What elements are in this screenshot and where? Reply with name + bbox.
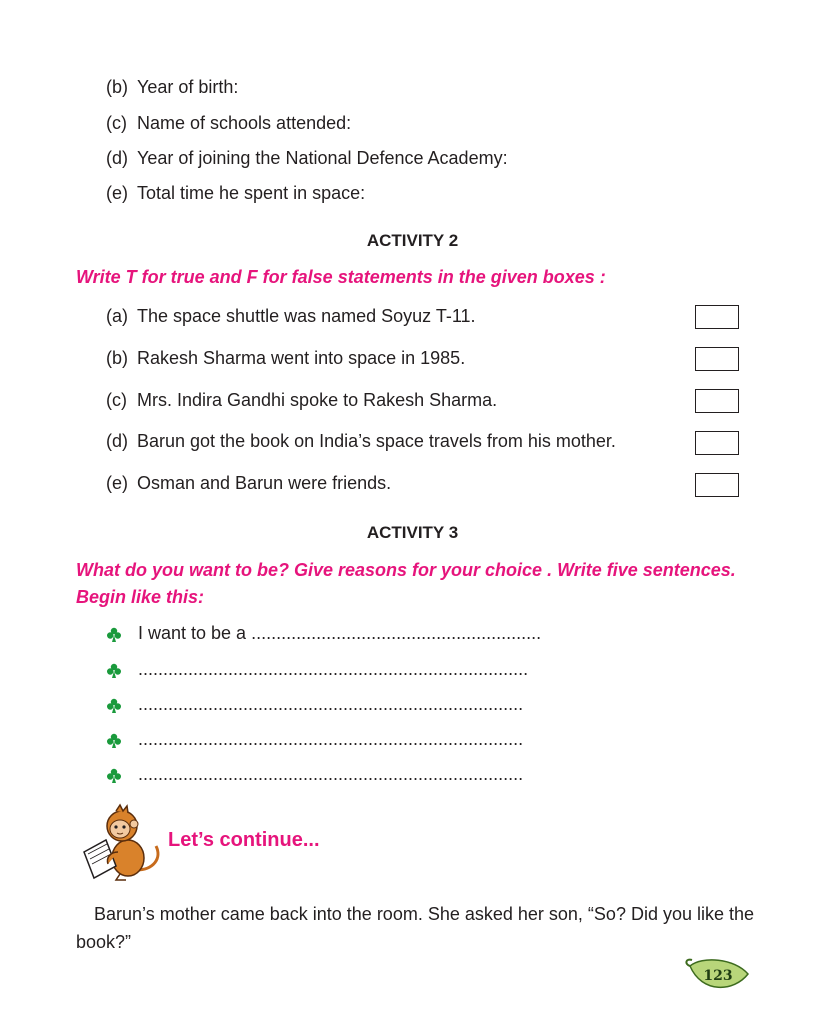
answer-box-c[interactable] — [695, 389, 739, 413]
statement-label: (e) — [106, 473, 128, 493]
club-bullet-icon — [105, 697, 123, 715]
page-number: 123 — [703, 968, 733, 984]
statement-text: The space shuttle was named Soyuz T-11. — [137, 306, 476, 326]
writing-line-4[interactable]: ............................................................................. — [138, 729, 524, 749]
statement-label: (b) — [106, 348, 128, 368]
question-item-d — [106, 147, 508, 169]
statement-text: Barun got the book on India’s space travels from his mother. — [137, 431, 616, 451]
club-bullet-icon — [105, 732, 123, 750]
club-bullet-icon — [105, 767, 123, 785]
activity-2-instruction: Write T for true and F for false statements in the given boxes : — [76, 267, 606, 287]
writing-line-3[interactable]: ............................................................................. — [138, 694, 524, 714]
writing-line-5[interactable]: ............................................................................. — [138, 764, 524, 784]
statement-label: (a) — [106, 306, 128, 326]
statement-text: Osman and Barun were friends. — [137, 473, 392, 493]
item-label: (d) — [106, 148, 128, 168]
writing-line-2[interactable]: .............................................................................. — [138, 659, 529, 679]
item-text: Total time he spent in space: — [137, 183, 366, 203]
question-item-c — [106, 112, 351, 134]
item-text: Year of birth: — [137, 77, 239, 97]
item-text: Year of joining the National Defence Academy: — [137, 148, 508, 168]
statement-e — [106, 472, 391, 494]
activity-3-instruction-line-1: What do you want to be? Give reasons for your choice . Write five sentences. — [76, 560, 736, 580]
question-item-e — [106, 182, 365, 204]
item-label: (b) — [106, 77, 128, 97]
answer-box-b[interactable] — [695, 347, 739, 371]
statement-text: Rakesh Sharma went into space in 1985. — [137, 348, 466, 368]
item-text: Name of schools attended: — [137, 113, 352, 133]
monkey-reading-icon — [76, 800, 168, 884]
statement-label: (c) — [106, 390, 127, 410]
statement-label: (d) — [106, 431, 128, 451]
club-bullet-icon — [105, 662, 123, 680]
activity-2-heading: ACTIVITY 2 — [366, 231, 459, 250]
question-item-b — [106, 76, 238, 98]
club-bullet-icon — [105, 626, 123, 644]
activity-3-heading: ACTIVITY 3 — [366, 523, 459, 542]
statement-text: Mrs. Indira Gandhi spoke to Rakesh Sharma. — [137, 390, 498, 410]
item-label: (e) — [106, 183, 128, 203]
writing-line-1[interactable]: I want to be a .......................................................... — [138, 623, 542, 643]
statement-d — [106, 430, 616, 452]
lets-continue-title: Let’s continue... — [168, 829, 320, 851]
statement-b — [106, 347, 465, 369]
item-label: (c) — [106, 113, 127, 133]
statement-a — [106, 305, 476, 327]
answer-box-e[interactable] — [695, 473, 739, 497]
activity-3-instruction-line-2: Begin like this: — [76, 587, 205, 607]
answer-box-d[interactable] — [695, 431, 739, 455]
story-paragraph: Barun’s mother came back into the room. She asked her son, “So? Did you like the book?” — [76, 904, 755, 952]
answer-box-a[interactable] — [695, 305, 739, 329]
statement-c — [106, 389, 497, 411]
